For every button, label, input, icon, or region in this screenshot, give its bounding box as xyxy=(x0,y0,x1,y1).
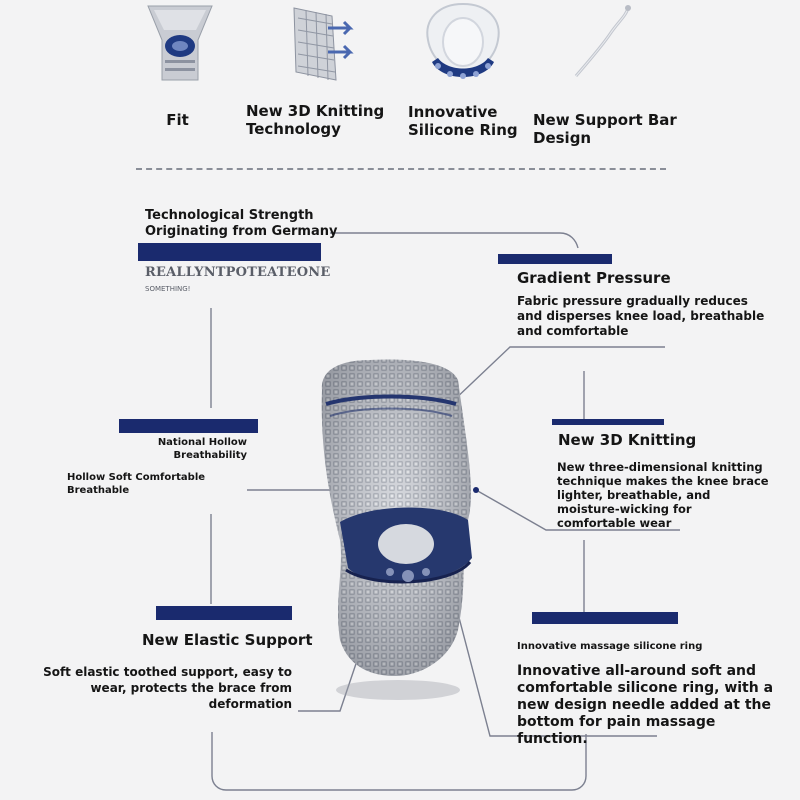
brand-tag: SOMETHING! xyxy=(145,285,191,293)
gradient-bar xyxy=(498,254,612,264)
feature-label-knitting: New 3D Knitting Technology xyxy=(246,102,385,138)
massage-title: Innovative massage silicone ring xyxy=(517,641,703,652)
brand-wordmark: REALLYNTPOTEATEONE xyxy=(145,265,331,280)
gradient-desc: Fabric pressure gradually reduces and disperses knee load, breathable and comfortable xyxy=(517,294,765,338)
massage-bar xyxy=(532,612,678,624)
brand-title-line2: Originating from Germany xyxy=(145,224,338,239)
feature-label-silicone: Innovative Silicone Ring xyxy=(408,103,518,139)
hollow-title: National Hollow Breathability xyxy=(157,437,247,461)
feature-label-support-bar: New Support Bar Design xyxy=(533,111,677,147)
knitting-desc: New three-dimensional knitting technique makes the knee brace lighter, breathable, and moisture-wicking for comfortable wear xyxy=(557,460,769,530)
gradient-title: Gradient Pressure xyxy=(517,269,671,287)
elastic-title: New Elastic Support xyxy=(142,631,313,649)
knitting-title: New 3D Knitting xyxy=(558,431,697,449)
hollow-desc: Hollow Soft Comfortable Breathable xyxy=(67,472,206,496)
elastic-bar xyxy=(156,606,292,620)
knitting-bar xyxy=(552,419,664,425)
massage-desc: Innovative all-around soft and comfortable silicone ring, with a new design needle added at the bottom for pain massage function. xyxy=(517,663,774,747)
knee-brace-image xyxy=(300,340,500,720)
elastic-desc: Soft elastic toothed support, easy to wear, protects the brace from deformation xyxy=(43,665,292,711)
hollow-bar xyxy=(119,419,258,433)
feature-label-fit: Fit xyxy=(166,111,189,129)
brand-bar xyxy=(138,243,321,261)
brand-title-line1: Technological Strength xyxy=(145,208,314,223)
